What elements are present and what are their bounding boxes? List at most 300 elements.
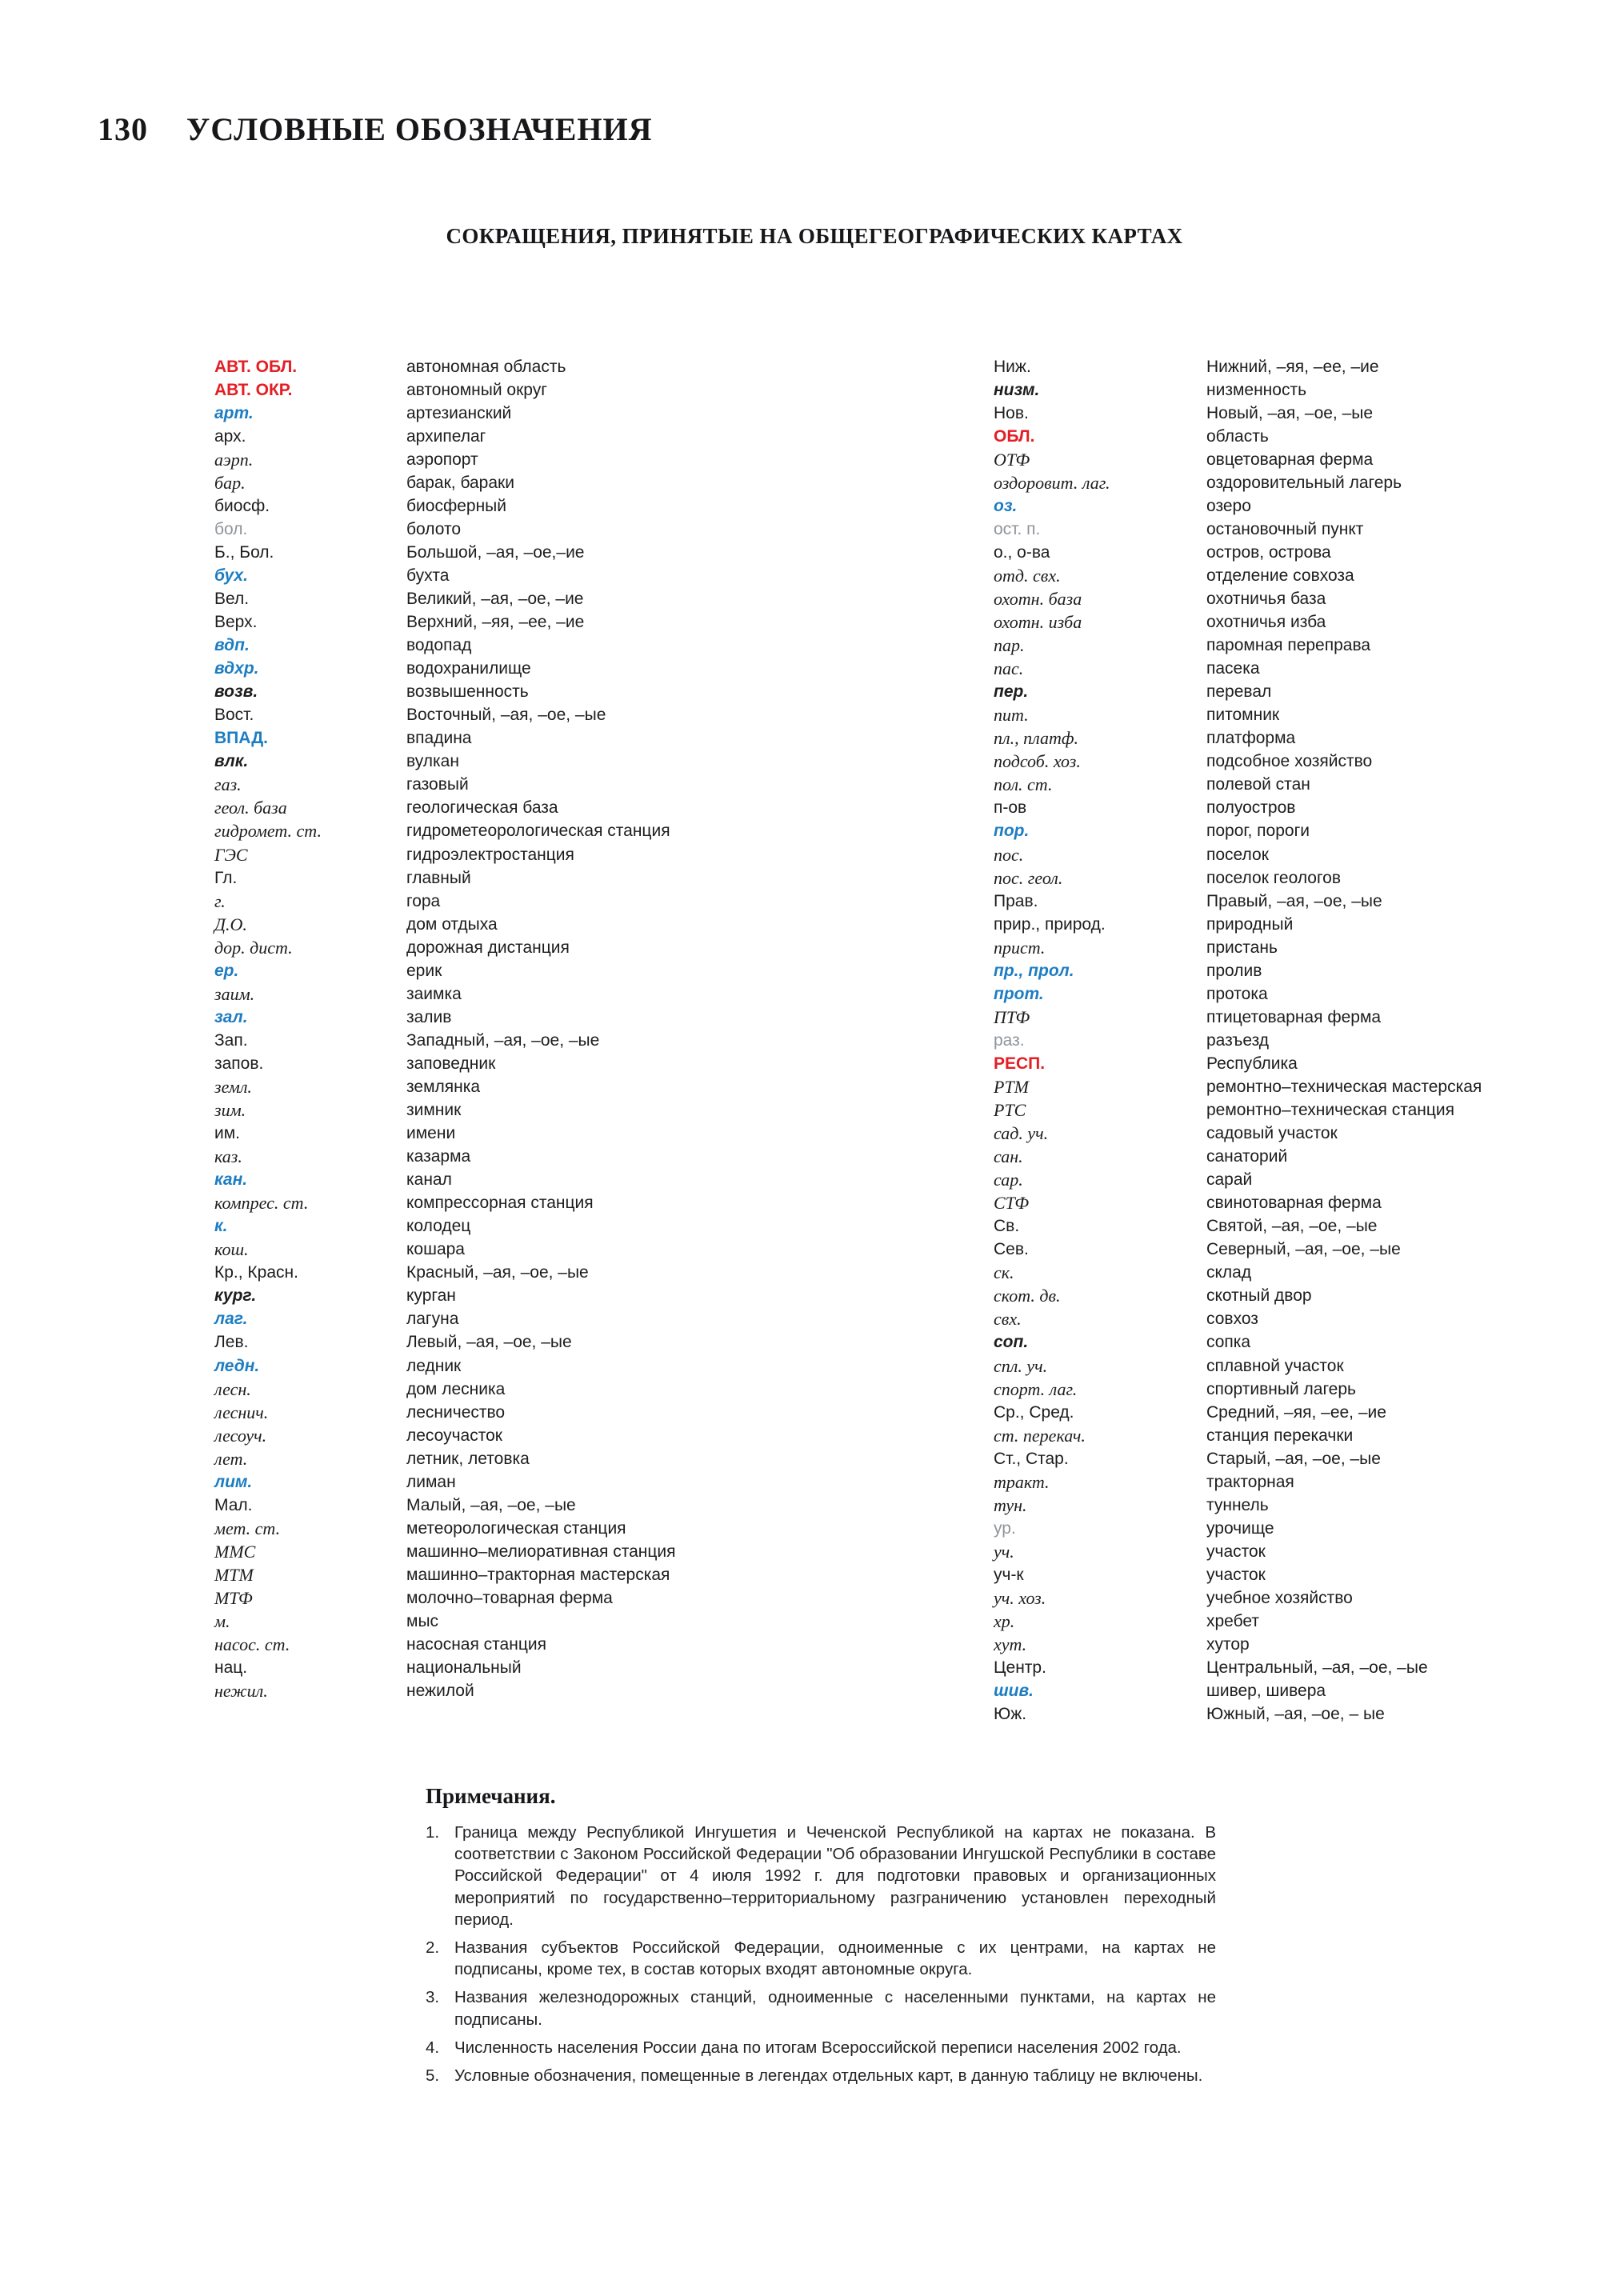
- page-header: [98, 110, 653, 148]
- abbreviation: г.: [214, 890, 226, 911]
- meaning: Республика: [1206, 1054, 1298, 1073]
- table-row: [994, 936, 1482, 959]
- meaning: полуостров: [1206, 798, 1296, 818]
- abbreviation: кан.: [214, 1170, 248, 1190]
- abbreviation: им.: [214, 1124, 241, 1143]
- table-row: [994, 982, 1482, 1006]
- note-text: Условные обозначения, помещенные в легендах отдельных карт, в данную таблицу не включены.: [454, 2066, 1203, 2086]
- legend-column-left: [214, 355, 676, 1703]
- meaning: национальный: [406, 1658, 522, 1678]
- abbreviation: шив.: [994, 1682, 1034, 1701]
- meaning: архипелаг: [406, 426, 486, 446]
- table-row: [994, 1540, 1482, 1563]
- meaning: канал: [406, 1170, 452, 1190]
- abbreviation: Юж.: [994, 1705, 1027, 1724]
- meaning: болото: [406, 519, 462, 538]
- table-row: [214, 1586, 676, 1610]
- abbreviation: сад. уч.: [994, 1123, 1049, 1144]
- abbreviation: запов.: [214, 1054, 264, 1073]
- meaning: машинно–мелиоративная станция: [406, 1542, 676, 1561]
- meaning: Центральный, –ая, –ое, –ые: [1206, 1658, 1428, 1678]
- notes-list: [426, 1822, 1216, 2086]
- table-row: [994, 355, 1482, 378]
- abbreviation: ер.: [214, 961, 239, 980]
- abbreviation: м.: [214, 1611, 230, 1632]
- table-row: [994, 1285, 1482, 1308]
- table-row: [994, 1634, 1482, 1657]
- table-row: [994, 843, 1482, 866]
- abbreviation: п-ов: [994, 798, 1027, 818]
- meaning: лесоучасток: [406, 1426, 502, 1445]
- abbreviation: Зап.: [214, 1030, 248, 1050]
- meaning: Правый, –ая, –ое, –ые: [1206, 891, 1382, 910]
- table-row: [994, 1494, 1482, 1517]
- table-row: [994, 1331, 1482, 1354]
- table-row: [214, 634, 676, 658]
- table-row: [214, 1238, 676, 1262]
- abbreviation: оз.: [994, 496, 1018, 515]
- abbreviation: РТС: [994, 1100, 1026, 1121]
- abbreviation: скот. дв.: [994, 1286, 1061, 1306]
- meaning: имени: [406, 1124, 456, 1143]
- table-row: [994, 1262, 1482, 1285]
- abbreviation: тракт.: [994, 1471, 1050, 1492]
- table-row: [994, 378, 1482, 402]
- abbreviation: о., о-ва: [994, 542, 1050, 562]
- table-row: [994, 1378, 1482, 1401]
- table-row: [994, 890, 1482, 913]
- table-row: [214, 890, 676, 913]
- page-header-title: УСЛОВНЫЕ ОБОЗНАЧЕНИЯ: [186, 111, 653, 147]
- abbreviation: сан.: [994, 1146, 1023, 1167]
- table-row: [994, 1075, 1482, 1098]
- abbreviation: раз.: [994, 1030, 1025, 1050]
- table-row: [994, 727, 1482, 750]
- meaning: отделение совхоза: [1206, 566, 1354, 585]
- table-row: [994, 471, 1482, 494]
- meaning: тракторная: [1206, 1472, 1294, 1491]
- abbreviation: пар.: [994, 635, 1025, 656]
- abbreviation: Сев.: [994, 1240, 1029, 1259]
- abbreviation: арт.: [214, 403, 254, 422]
- table-row: [994, 1657, 1482, 1680]
- table-row: [994, 541, 1482, 564]
- meaning: сплавной участок: [1206, 1356, 1344, 1375]
- meaning: газовый: [406, 775, 469, 794]
- note-number: 1.: [426, 1823, 440, 1842]
- abbreviation: зал.: [214, 1007, 248, 1026]
- abbreviation: ост. п.: [994, 519, 1041, 538]
- table-row: [994, 1610, 1482, 1634]
- meaning: низменность: [1206, 380, 1307, 399]
- note-number: 5.: [426, 2066, 440, 2086]
- table-row: [214, 820, 676, 843]
- abbreviation: Б., Бол.: [214, 542, 274, 562]
- note-number: 2.: [426, 1938, 440, 1958]
- abbreviation: ур.: [994, 1518, 1016, 1538]
- table-row: [214, 541, 676, 564]
- meaning: летник, летовка: [406, 1449, 530, 1468]
- table-row: [214, 1517, 676, 1540]
- table-row: [214, 1447, 676, 1470]
- note-text: Граница между Республикой Ингушетия и Чеченской Республикой на картах не показана. В соответствии с Законом Российской Федерации "Об образовании Ингушской Республики в составе Российской Федерации" от 4 июля 1992 г. для подготовки правовых и организационных мероприятий по государственно–территориальному разграничению установлен переходный период.: [454, 1823, 1216, 1929]
- legend-column-right: [994, 355, 1482, 1726]
- meaning: Новый, –ая, –ое, –ые: [1206, 403, 1374, 422]
- meaning: птицетоварная ферма: [1206, 1007, 1382, 1026]
- table-row: [994, 1470, 1482, 1494]
- table-row: [214, 1470, 676, 1494]
- abbreviation: РТМ: [994, 1076, 1029, 1097]
- abbreviation: тун.: [994, 1494, 1027, 1515]
- abbreviation: свх.: [994, 1309, 1022, 1330]
- table-row: [994, 658, 1482, 681]
- abbreviation: бар.: [214, 472, 246, 493]
- table-row: [994, 797, 1482, 820]
- table-row: [214, 1285, 676, 1308]
- abbreviation: спл. уч.: [994, 1355, 1048, 1376]
- table-row: [214, 1192, 676, 1215]
- abbreviation: пит.: [994, 705, 1029, 726]
- abbreviation: бол.: [214, 519, 248, 538]
- abbreviation: прир., природ.: [994, 914, 1106, 934]
- abbreviation: ст. перекач.: [994, 1425, 1086, 1446]
- meaning: геологическая база: [406, 798, 558, 818]
- table-row: [994, 750, 1482, 774]
- table-row: [214, 681, 676, 704]
- table-row: [214, 704, 676, 727]
- table-row: [214, 1494, 676, 1517]
- abbreviation: ММС: [214, 1541, 256, 1562]
- table-row: [214, 1146, 676, 1169]
- meaning: платформа: [1206, 729, 1296, 748]
- meaning: Северный, –ая, –ое, –ые: [1206, 1240, 1401, 1259]
- note-item: [426, 1937, 1216, 1980]
- meaning: Верхний, –яя, –ее, –ие: [406, 613, 585, 632]
- table-row: [994, 425, 1482, 448]
- table-row: [214, 518, 676, 541]
- abbreviation: пос. геол.: [994, 867, 1063, 888]
- meaning: урочище: [1206, 1518, 1274, 1538]
- meaning: участок: [1206, 1542, 1266, 1561]
- abbreviation: мет. ст.: [214, 1518, 281, 1538]
- table-row: [214, 1308, 676, 1331]
- meaning: бухта: [406, 566, 450, 585]
- meaning: Левый, –ая, –ое, –ые: [406, 1333, 572, 1352]
- abbreviation: соп.: [994, 1333, 1029, 1352]
- page-number: 130: [98, 111, 148, 147]
- table-row: [214, 959, 676, 982]
- abbreviation: кош.: [214, 1239, 249, 1260]
- table-row: [214, 982, 676, 1006]
- table-row: [214, 774, 676, 797]
- table-row: [214, 658, 676, 681]
- abbreviation: АВТ. ОБЛ.: [214, 357, 298, 376]
- meaning: склад: [1206, 1263, 1252, 1282]
- table-row: [214, 587, 676, 610]
- meaning: колодец: [406, 1217, 471, 1236]
- table-row: [994, 1029, 1482, 1052]
- meaning: Южный, –ая, –ое, – ые: [1206, 1705, 1385, 1724]
- abbreviation: лет.: [214, 1448, 248, 1469]
- table-row: [214, 1006, 676, 1029]
- abbreviation: арх.: [214, 426, 246, 446]
- meaning: лесничество: [406, 1402, 506, 1422]
- abbreviation: лаг.: [214, 1310, 248, 1329]
- abbreviation: каз.: [214, 1146, 242, 1167]
- note-item: [426, 1986, 1216, 2030]
- meaning: вулкан: [406, 752, 459, 771]
- abbreviation: нац.: [214, 1658, 248, 1678]
- meaning: землянка: [406, 1077, 481, 1096]
- meaning: лиман: [406, 1472, 456, 1491]
- table-row: [994, 518, 1482, 541]
- meaning: свинотоварная ферма: [1206, 1194, 1382, 1213]
- table-row: [994, 1563, 1482, 1586]
- table-row: [214, 1563, 676, 1586]
- meaning: зимник: [406, 1101, 462, 1120]
- meaning: мыс: [406, 1612, 439, 1631]
- table-row: [994, 1447, 1482, 1470]
- meaning: возвышенность: [406, 682, 529, 702]
- note-text: Численность населения России дана по итогам Всероссийской переписи населения 2002 года.: [454, 2038, 1182, 2057]
- meaning: главный: [406, 868, 471, 887]
- abbreviation: насос. ст.: [214, 1634, 290, 1655]
- meaning: полевой стан: [1206, 775, 1310, 794]
- table-row: [214, 727, 676, 750]
- meaning: санаторий: [1206, 1147, 1288, 1166]
- meaning: автономный округ: [406, 380, 547, 399]
- abbreviation: Мал.: [214, 1495, 253, 1514]
- table-row: [214, 913, 676, 936]
- table-row: [994, 959, 1482, 982]
- abbreviation: сар.: [994, 1170, 1023, 1190]
- note-text: Названия субъектов Российской Федерации, одноименные с их центрами, на картах не подписаны, кроме тех, в состав которых входят автономные округа.: [454, 1938, 1216, 1979]
- meaning: нежилой: [406, 1682, 474, 1701]
- abbreviation: к.: [214, 1217, 228, 1236]
- table-row: [994, 1401, 1482, 1424]
- table-row: [214, 611, 676, 634]
- abbreviation: Ниж.: [994, 357, 1031, 376]
- abbreviation: Вел.: [214, 589, 250, 608]
- table-row: [994, 774, 1482, 797]
- table-row: [214, 564, 676, 587]
- meaning: протока: [1206, 984, 1268, 1003]
- table-row: [214, 1354, 676, 1378]
- table-row: [994, 1215, 1482, 1238]
- meaning: Малый, –ая, –ое, –ые: [406, 1495, 576, 1514]
- abbreviation: Ср., Сред.: [994, 1402, 1074, 1422]
- meaning: садовый участок: [1206, 1124, 1338, 1143]
- abbreviation: уч. хоз.: [994, 1588, 1046, 1608]
- meaning: ледник: [406, 1356, 462, 1375]
- table-row: [214, 425, 676, 448]
- abbreviation: дор. дист.: [214, 937, 293, 958]
- abbreviation: земл.: [214, 1076, 252, 1097]
- table-row: [994, 704, 1482, 727]
- table-row: [994, 1586, 1482, 1610]
- meaning: пролив: [1206, 961, 1262, 980]
- meaning: область: [1206, 426, 1269, 446]
- table-row: [214, 1680, 676, 1703]
- meaning: учебное хозяйство: [1206, 1589, 1353, 1607]
- table-row: [214, 494, 676, 518]
- abbreviation: биосф.: [214, 496, 270, 515]
- abbreviation: оздоровит. лаг.: [994, 472, 1110, 493]
- table-row: [994, 1052, 1482, 1075]
- meaning: хутор: [1206, 1635, 1250, 1654]
- meaning: сопка: [1206, 1333, 1251, 1352]
- abbreviation: влк.: [214, 752, 249, 771]
- table-row: [214, 866, 676, 890]
- table-row: [214, 448, 676, 471]
- meaning: шивер, шивера: [1206, 1682, 1326, 1701]
- table-row: [994, 1680, 1482, 1703]
- abbreviation: лесн.: [214, 1378, 251, 1399]
- meaning: питомник: [1206, 706, 1280, 725]
- meaning: пристань: [1206, 938, 1278, 957]
- note-text: Названия железнодорожных станций, одноименные с населенными пунктами, на картах не подписаны.: [454, 1988, 1216, 2029]
- meaning: паромная переправа: [1206, 636, 1371, 655]
- meaning: пасека: [1206, 659, 1260, 678]
- abbreviation: Нов.: [994, 403, 1029, 422]
- meaning: биосферный: [406, 496, 506, 515]
- abbreviation: леснич.: [214, 1402, 269, 1422]
- table-row: [214, 1262, 676, 1285]
- abbreviation: геол. база: [214, 798, 287, 818]
- abbreviation: охотн. изба: [994, 612, 1082, 633]
- meaning: барак, бараки: [406, 473, 514, 492]
- meaning: дом лесника: [406, 1379, 506, 1398]
- meaning: заповедник: [406, 1054, 496, 1073]
- abbreviation: Центр.: [994, 1658, 1046, 1678]
- abbreviation: низм.: [994, 380, 1040, 399]
- table-row: [214, 1029, 676, 1052]
- meaning: участок: [1206, 1565, 1266, 1584]
- table-row: [994, 402, 1482, 425]
- meaning: совхоз: [1206, 1310, 1258, 1329]
- table-row: [994, 1424, 1482, 1447]
- table-row: [994, 1192, 1482, 1215]
- meaning: дорожная дистанция: [406, 938, 570, 957]
- meaning: водохранилище: [406, 659, 531, 678]
- table-row: [214, 1657, 676, 1680]
- table-row: [994, 681, 1482, 704]
- abbreviation: Верх.: [214, 613, 258, 632]
- abbreviation: нежил.: [214, 1681, 268, 1702]
- meaning: Западный, –ая, –ое, –ые: [406, 1030, 600, 1050]
- section-title: СОКРАЩЕНИЯ, ПРИНЯТЫЕ НА ОБЩЕГЕОГРАФИЧЕСКИХ КАРТАХ: [446, 224, 1183, 248]
- table-row: [994, 564, 1482, 587]
- table-row: [994, 1146, 1482, 1169]
- abbreviation: лесоуч.: [214, 1425, 267, 1446]
- table-row: [994, 494, 1482, 518]
- meaning: машинно–тракторная мастерская: [406, 1565, 670, 1584]
- abbreviation: ОБЛ.: [994, 426, 1035, 446]
- abbreviation: прист.: [994, 937, 1046, 958]
- table-row: [994, 587, 1482, 610]
- abbreviation: ОТФ: [994, 449, 1030, 470]
- meaning: автономная область: [406, 357, 566, 376]
- table-row: [214, 1540, 676, 1563]
- abbreviation: Вост.: [214, 706, 254, 725]
- meaning: компрессорная станция: [406, 1194, 594, 1213]
- abbreviation: лим.: [214, 1472, 253, 1491]
- table-row: [994, 1517, 1482, 1540]
- abbreviation: ледн.: [214, 1356, 260, 1375]
- meaning: порог, пороги: [1206, 822, 1310, 841]
- meaning: Восточный, –ая, –ое, –ые: [406, 706, 606, 725]
- meaning: Святой, –ая, –ое, –ые: [1206, 1217, 1378, 1236]
- meaning: гора: [406, 891, 441, 910]
- meaning: гидрометеорологическая станция: [406, 822, 670, 841]
- table-row: [994, 1354, 1482, 1378]
- meaning: Старый, –ая, –ое, –ые: [1206, 1449, 1381, 1468]
- table-row: [214, 1331, 676, 1354]
- meaning: скотный двор: [1206, 1286, 1312, 1306]
- meaning: кошара: [406, 1240, 465, 1259]
- abbreviation: Кр., Красн.: [214, 1263, 298, 1282]
- table-row: [994, 866, 1482, 890]
- meaning: охотничья изба: [1206, 613, 1326, 632]
- table-row: [214, 797, 676, 820]
- meaning: дом отдыха: [406, 914, 498, 934]
- table-row: [214, 1378, 676, 1401]
- table-row: [994, 1169, 1482, 1192]
- abbreviation: подсоб. хоз.: [994, 751, 1081, 772]
- table-row: [214, 1401, 676, 1424]
- abbreviation: возв.: [214, 682, 258, 702]
- notes-heading: Примечания.: [426, 1784, 556, 1808]
- abbreviation: хут.: [994, 1634, 1027, 1655]
- table-row: [214, 402, 676, 425]
- abbreviation: вдп.: [214, 636, 250, 655]
- table-row: [994, 1238, 1482, 1262]
- table-row: [214, 1052, 676, 1075]
- meaning: ерик: [406, 961, 442, 980]
- abbreviation: аэрп.: [214, 449, 254, 470]
- abbreviation: ск.: [994, 1262, 1014, 1283]
- meaning: лагуна: [406, 1310, 459, 1329]
- abbreviation: пол. ст.: [994, 774, 1053, 795]
- abbreviation: уч-к: [994, 1565, 1024, 1584]
- meaning: заимка: [406, 984, 462, 1003]
- table-row: [994, 1099, 1482, 1122]
- abbreviation: АВТ. ОКР.: [214, 380, 293, 399]
- abbreviation: МТМ: [214, 1564, 254, 1585]
- abbreviation: бух.: [214, 566, 248, 585]
- abbreviation: Д.О.: [214, 914, 247, 934]
- table-row: [994, 820, 1482, 843]
- abbreviation: зим.: [214, 1100, 246, 1121]
- meaning: курган: [406, 1286, 456, 1306]
- meaning: залив: [406, 1007, 452, 1026]
- meaning: оздоровительный лагерь: [1206, 473, 1402, 492]
- meaning: туннель: [1206, 1495, 1269, 1514]
- meaning: подсобное хозяйство: [1206, 752, 1373, 771]
- abbreviation: ВПАД.: [214, 729, 268, 748]
- meaning: овцетоварная ферма: [1206, 450, 1374, 469]
- abbreviation: заим.: [214, 983, 255, 1004]
- abbreviation: гидромет. ст.: [214, 821, 322, 842]
- meaning: сарай: [1206, 1170, 1253, 1190]
- table-row: [214, 1424, 676, 1447]
- table-row: [214, 843, 676, 866]
- table-row: [994, 1308, 1482, 1331]
- table-row: [214, 471, 676, 494]
- meaning: перевал: [1206, 682, 1272, 702]
- table-row: [214, 1215, 676, 1238]
- meaning: гидроэлектростанция: [406, 845, 574, 864]
